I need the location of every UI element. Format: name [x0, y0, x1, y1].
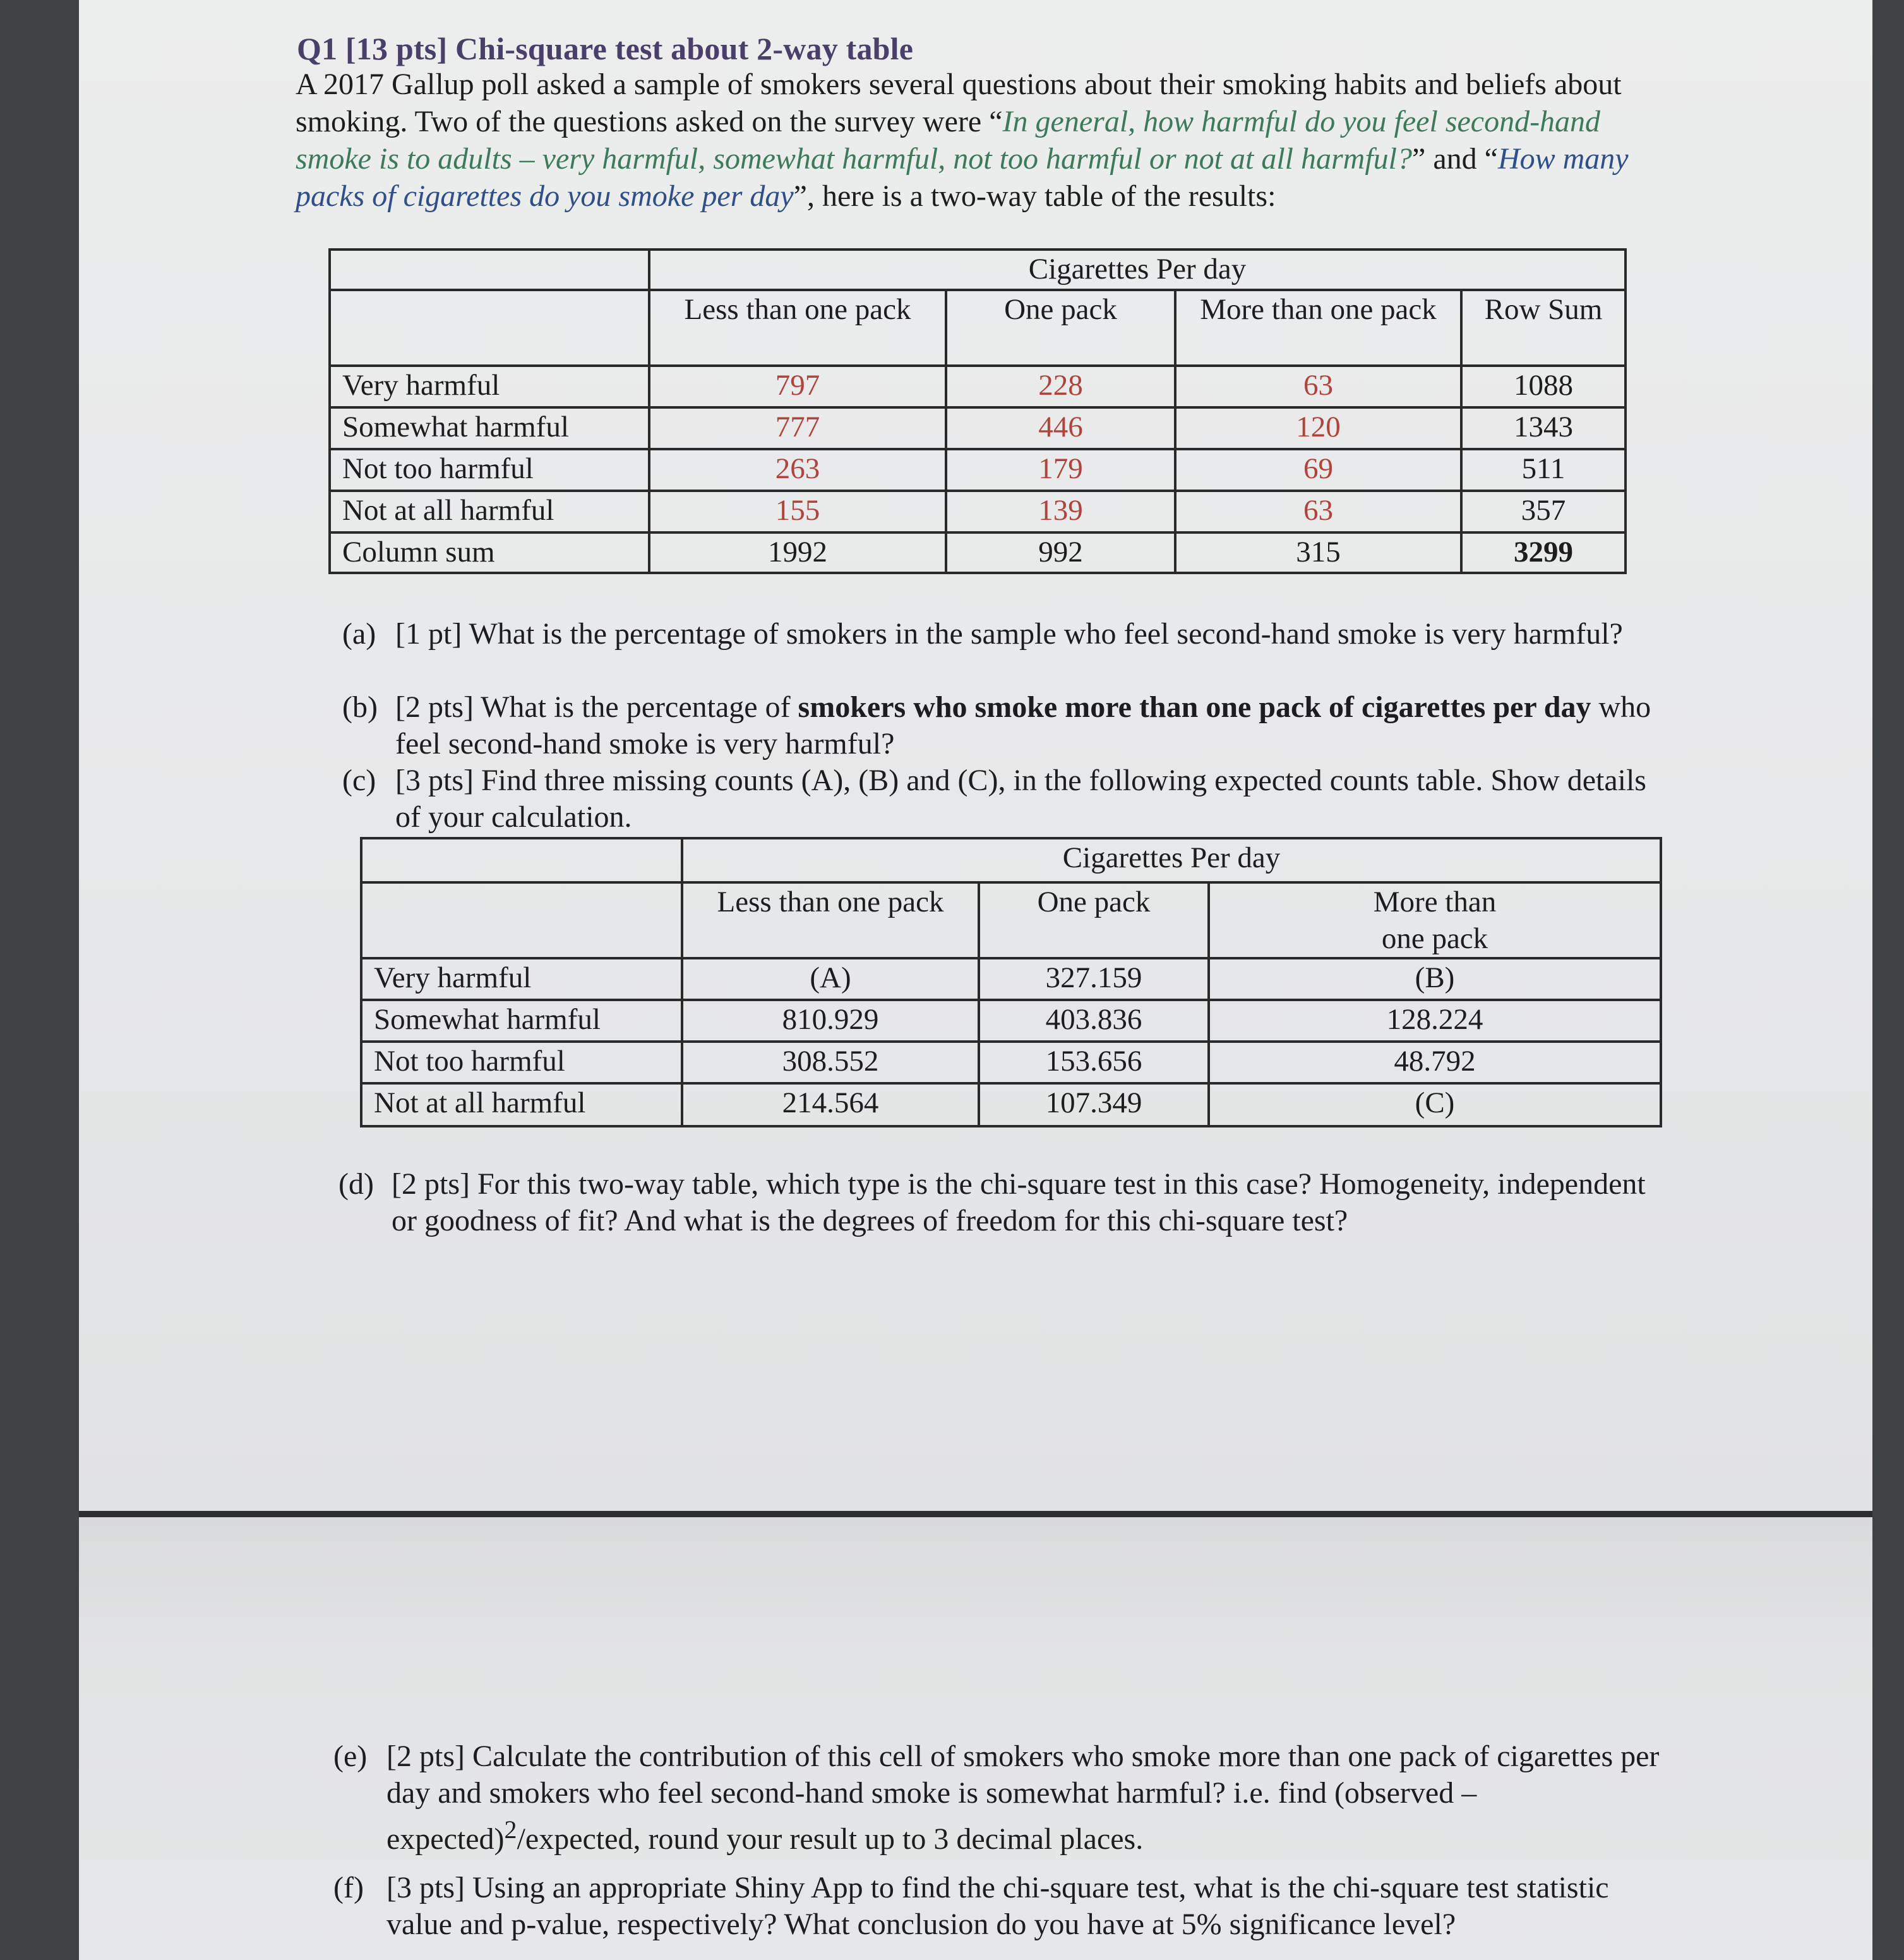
question-text: [1 pt] What is the percentage of smokers in the sample who feel second-hand smoke is very harmful?	[395, 617, 1623, 651]
question-d	[338, 1166, 1652, 1239]
row-label: Not too harmful	[361, 1042, 682, 1083]
table-row	[361, 1042, 1661, 1083]
table-row	[330, 449, 1626, 491]
expected-cell: 327.159	[979, 958, 1209, 1000]
row-sum-cell: 357	[1461, 491, 1626, 532]
row-label: Somewhat harmful	[361, 1000, 682, 1042]
observed-cell: 69	[1175, 449, 1461, 491]
table-row	[361, 1083, 1661, 1126]
col-header-one-pack: One pack	[979, 882, 1209, 958]
column-sum-cell: 315	[1175, 532, 1461, 573]
question-text: [2 pts] For this two-way table, which type is the chi-square test in this case? Homogeneity, independent or goodness of fit? And what is the degrees of freedom for this chi-square test?	[392, 1167, 1646, 1237]
question-label: (c)	[342, 764, 376, 797]
row-sum-cell: 511	[1461, 449, 1626, 491]
intro-text-2: ” and “	[1412, 142, 1498, 176]
group-header: Cigarettes Per day	[682, 838, 1661, 882]
table-header-row	[361, 882, 1661, 958]
expected-cell: 810.929	[682, 1000, 979, 1042]
table-header-row	[330, 290, 1626, 366]
expected-cell: 48.792	[1209, 1042, 1661, 1083]
observed-cell: 777	[649, 407, 946, 449]
table-row	[330, 366, 1626, 407]
row-label: Not at all harmful	[330, 491, 649, 532]
question-label: (d)	[338, 1167, 374, 1201]
empty-corner-cell	[361, 882, 682, 958]
question-text: [3 pts] Using an appropriate Shiny App to find the chi-square test, what is the chi-square test statistic value and p-value, respectively? What conclusion do you have at 5% significance level?	[386, 1871, 1609, 1941]
row-label: Not at all harmful	[361, 1083, 682, 1126]
col-header-more-than-one-pack: More than one pack	[1175, 290, 1461, 366]
table-row	[330, 491, 1626, 532]
row-label: Very harmful	[330, 366, 649, 407]
expected-counts-table	[360, 837, 1662, 1127]
question-text-part: [2 pts] What is the percentage of	[395, 690, 798, 724]
expected-cell-missing-a: (A)	[682, 958, 979, 1000]
observed-cell: 446	[946, 407, 1175, 449]
observed-cell: 797	[649, 366, 946, 407]
column-sum-cell: 1992	[649, 532, 946, 573]
observed-counts-table	[328, 248, 1627, 574]
table-header-row	[361, 838, 1661, 882]
question-label: (f)	[333, 1871, 364, 1904]
table-row	[330, 407, 1626, 449]
question-text-part: /expected, round your result up to 3 decimal places.	[517, 1822, 1144, 1856]
col-header-less-than-one-pack: Less than one pack	[649, 290, 946, 366]
expected-cell: 107.349	[979, 1083, 1209, 1126]
survey-question-harm: In general, how harmful do you feel second-hand smoke is to adults – very harmful, somewhat harmful, not too harmful or not at all harmful?	[296, 105, 1601, 176]
question-text-part: who feel second-hand smoke is very harmful?	[395, 690, 1651, 761]
observed-cell: 263	[649, 449, 946, 491]
question-b	[342, 689, 1656, 762]
question-c	[342, 762, 1656, 836]
group-header: Cigarettes Per day	[649, 250, 1626, 290]
table-row	[361, 958, 1661, 1000]
observed-cell: 179	[946, 449, 1175, 491]
observed-cell: 120	[1175, 407, 1461, 449]
question-text	[395, 689, 1656, 762]
question-a	[342, 616, 1656, 652]
observed-cell: 63	[1175, 491, 1461, 532]
table-row	[361, 1000, 1661, 1042]
question-text	[386, 1738, 1666, 1858]
row-sum-cell: 1343	[1461, 407, 1626, 449]
row-label: Not too harmful	[330, 449, 649, 491]
intro-paragraph	[296, 66, 1647, 215]
question-text-part: [2 pts] Calculate the contribution of this cell of smokers who smoke more than one pack of cigarettes per day and smokers who feel second-hand smoke is somewhat harmful? i.e. find (observed – expected)	[386, 1740, 1660, 1856]
superscript-two: 2	[504, 1815, 517, 1844]
expected-cell: 308.552	[682, 1042, 979, 1083]
row-label: Very harmful	[361, 958, 682, 1000]
page-divider	[79, 1511, 1872, 1517]
intro-text-1: A 2017 Gallup poll asked a sample of smokers several questions about their smoking habits and beliefs about smoking. Two of the questions asked on the survey were “	[296, 68, 1622, 138]
question-label: (b)	[342, 690, 378, 724]
question-title: Q1 [13 pts] Chi-square test about 2-way table	[297, 31, 914, 66]
expected-cell: 128.224	[1209, 1000, 1661, 1042]
intro-text-3: ”, here is a two-way table of the results:	[793, 179, 1276, 213]
table-header-row	[330, 250, 1626, 290]
empty-corner-cell	[330, 290, 649, 366]
observed-cell: 139	[946, 491, 1175, 532]
row-label: Somewhat harmful	[330, 407, 649, 449]
expected-cell: 153.656	[979, 1042, 1209, 1083]
expected-cell: 403.836	[979, 1000, 1209, 1042]
row-sum-cell: 1088	[1461, 366, 1626, 407]
row-label: Column sum	[330, 532, 649, 573]
question-emphasis: smokers who smoke more than one pack of cigarettes per day	[798, 690, 1591, 724]
question-label: (e)	[333, 1740, 368, 1773]
col-header-one-pack: One pack	[946, 290, 1175, 366]
col-header-row-sum: Row Sum	[1461, 290, 1626, 366]
table-total-row	[330, 532, 1626, 573]
survey-question-packs: How many packs of cigarettes do you smoke per day	[296, 142, 1629, 213]
question-e	[333, 1738, 1666, 1858]
col-header-less-than-one-pack: Less than one pack	[682, 882, 979, 958]
empty-corner-cell	[361, 838, 682, 882]
col-header-more-than-one-pack: More than one pack	[1209, 882, 1661, 958]
empty-corner-cell	[330, 250, 649, 290]
observed-cell: 228	[946, 366, 1175, 407]
observed-cell: 155	[649, 491, 946, 532]
grand-total-cell: 3299	[1461, 532, 1626, 573]
question-f	[333, 1870, 1666, 1943]
question-label: (a)	[342, 617, 376, 651]
question-text: [3 pts] Find three missing counts (A), (B) and (C), in the following expected counts table. Show details of your calculation.	[395, 764, 1646, 834]
expected-cell-missing-b: (B)	[1209, 958, 1661, 1000]
expected-cell-missing-c: (C)	[1209, 1083, 1661, 1126]
expected-cell: 214.564	[682, 1083, 979, 1126]
observed-cell: 63	[1175, 366, 1461, 407]
column-sum-cell: 992	[946, 532, 1175, 573]
